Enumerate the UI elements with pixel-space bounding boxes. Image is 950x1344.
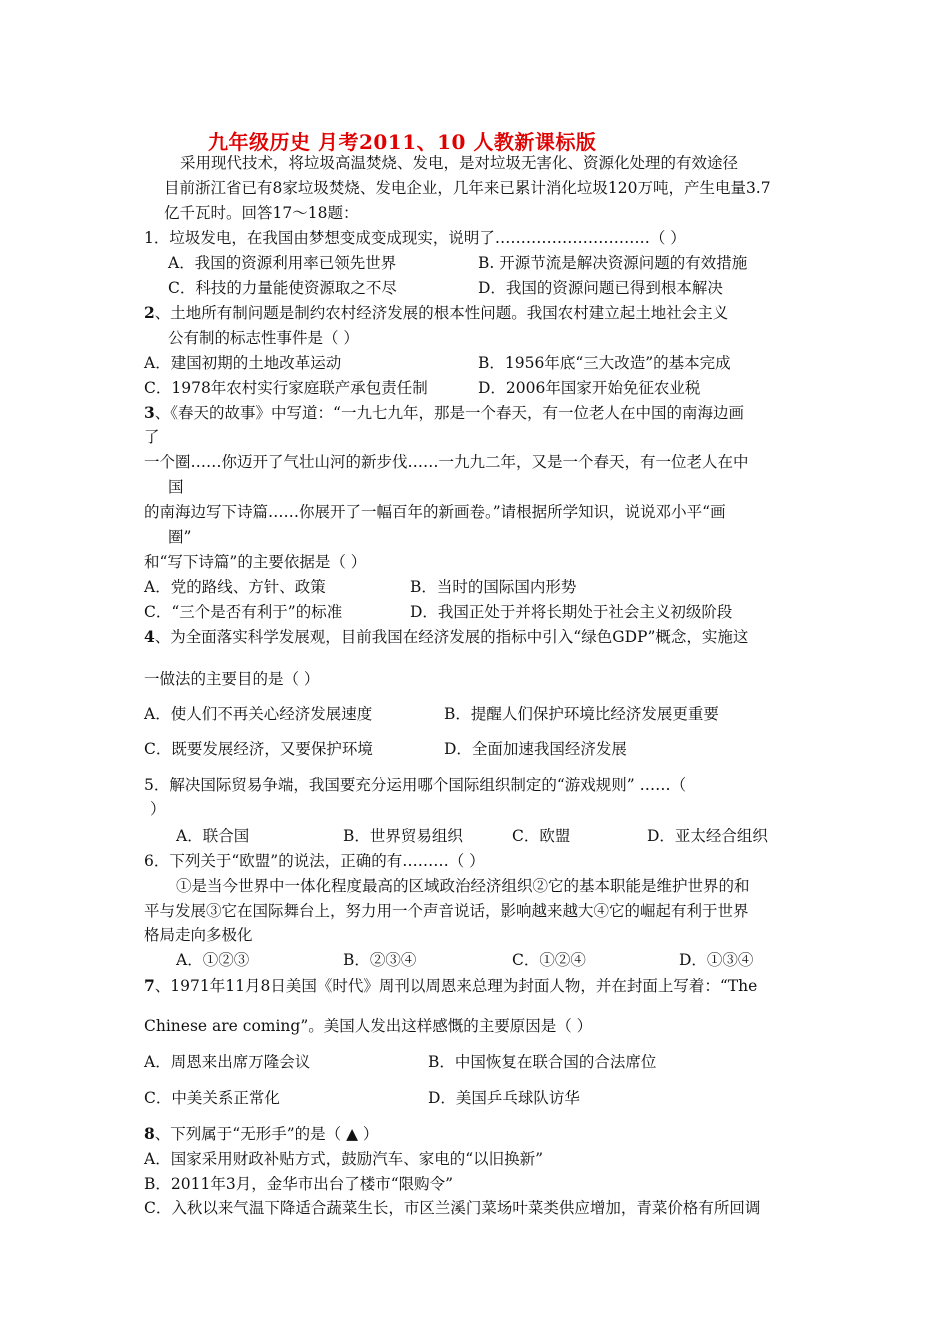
q4-number: 4 xyxy=(144,627,155,646)
q2-option-b: B．1956年底“三大改造”的基本完成 xyxy=(478,354,731,372)
q3-line-5: 的南海边写下诗篇……你展开了一幅百年的新画卷。”请根据所学知识，说说邓小平“画 xyxy=(144,503,726,521)
q6-option-c: C．①②④ xyxy=(512,951,586,969)
q3-line-7: 和“写下诗篇”的主要依据是（ ） xyxy=(144,553,367,571)
q6-option-d: D．①③④ xyxy=(679,951,754,969)
q8-stem xyxy=(144,1124,378,1144)
q8-number: 8 xyxy=(144,1124,155,1143)
q1-option-c: C．科技的力量能使资源取之不尽 xyxy=(168,279,397,297)
q3-line-3: 一个圈……你迈开了气壮山河的新步伐……一九九二年，又是一个春天，有一位老人在中 xyxy=(144,453,749,471)
q7-option-d: D．美国乒乓球队访华 xyxy=(428,1089,580,1107)
q8-option-a: A．国家采用财政补贴方式，鼓励汽车、家电的“以旧换新” xyxy=(144,1150,544,1168)
page-title: 九年级历史 月考2011、10 人教新课标版 xyxy=(208,130,597,154)
q3-option-b: B．当时的国际国内形势 xyxy=(410,578,577,596)
intro-line-3: 亿千瓦时。回答17～18题： xyxy=(164,204,359,222)
q7-option-b: B．中国恢复在联合国的合法席位 xyxy=(428,1053,657,1071)
q3-number: 3 xyxy=(144,403,155,422)
q3-line-4: 国 xyxy=(168,478,184,496)
q8-stem-text: 、下列属于“无形手”的是（ ▲ ） xyxy=(154,1125,379,1143)
q4-line-1-text: 、为全面落实科学发展观，目前我国在经济发展的指标中引入“绿色GDP”概念，实施这 xyxy=(154,628,749,646)
q4-line-1 xyxy=(144,627,748,647)
q3-option-c: C．“三个是否有利于”的标准 xyxy=(144,603,343,621)
q1-option-a: A．我国的资源利用率已领先世界 xyxy=(168,254,397,272)
q2-option-c: C．1978年农村实行家庭联产承包责任制 xyxy=(144,379,428,397)
q3-line-1-text: 、《春天的故事》中写道：“一九七九年，那是一个春天，有一位老人在中国的南海边画 xyxy=(154,404,744,422)
q1-stem: 1．垃圾发电，在我国由梦想变成变成现实，说明了…………………………（ ） xyxy=(144,229,686,247)
q2-number: 2 xyxy=(144,303,155,322)
q5-option-d: D．亚太经合组织 xyxy=(647,827,768,845)
q4-option-c: C．既要发展经济，又要保护环境 xyxy=(144,740,373,758)
intro-line-2: 目前浙江省已有8家垃圾焚烧、发电企业，几年来已累计消化垃圾120万吨，产生电量3.7 xyxy=(164,179,771,197)
intro-line-1: 采用现代技术，将垃圾高温焚烧、发电，是对垃圾无害化、资源化处理的有效途径 xyxy=(180,154,739,172)
q6-line-1: ①是当今世界中一体化程度最高的区域政治经济组织②它的基本职能是维护世界的和 xyxy=(176,877,750,895)
q3-line-2: 了 xyxy=(144,428,160,446)
q7-number: 7 xyxy=(144,976,155,995)
q5-line-2: ） xyxy=(150,800,166,818)
q4-option-b: B．提醒人们保护环境比经济发展更重要 xyxy=(444,705,719,723)
q7-line-1-text: 、1971年11月8日美国《时代》周刊以周恩来总理为封面人物，并在封面上写着：“The xyxy=(154,977,758,995)
q3-line-6: 圈” xyxy=(168,528,192,546)
q5-option-a: A．联合国 xyxy=(176,827,250,845)
q7-line-1 xyxy=(144,976,757,996)
q2-stem-text: 、土地所有制问题是制约农村经济发展的根本性问题。我国农村建立起土地社会主义 xyxy=(154,304,729,322)
q4-option-a: A．使人们不再关心经济发展速度 xyxy=(144,705,373,723)
q6-stem: 6．下列关于“欧盟”的说法，正确的有………（ ） xyxy=(144,852,485,870)
q2-stem-line-1 xyxy=(144,303,728,323)
q6-line-2: 平与发展③它在国际舞台上，努力用一个声音说话，影响越来越大④它的崛起有利于世界 xyxy=(144,902,749,920)
q5-option-b: B．世界贸易组织 xyxy=(343,827,463,845)
q5-line-1: 5．解决国际贸易争端，我国要充分运用哪个国际组织制定的“游戏规则” ……（ xyxy=(144,776,687,794)
q7-line-2: Chinese are coming”。美国人发出这样感慨的主要原因是（ ） xyxy=(144,1017,593,1035)
q6-option-a: A．①②③ xyxy=(176,951,250,969)
q3-option-d: D．我国正处于并将长期处于社会主义初级阶段 xyxy=(410,603,733,621)
q6-option-b: B．②③④ xyxy=(343,951,417,969)
q4-option-d: D．全面加速我国经济发展 xyxy=(444,740,627,758)
q8-option-c: C．入秋以来气温下降适合蔬菜生长，市区兰溪门菜场叶菜类供应增加，青菜价格有所回调 xyxy=(144,1199,761,1217)
q3-option-a: A．党的路线、方针、政策 xyxy=(144,578,326,596)
q1-option-d: D．我国的资源问题已得到根本解决 xyxy=(478,279,723,297)
q6-line-3: 格局走向多极化 xyxy=(144,926,253,944)
q8-option-b: B．2011年3月，金华市出台了楼市“限购令” xyxy=(144,1175,454,1193)
q2-option-a: A．建国初期的土地改革运动 xyxy=(144,354,342,372)
q7-option-a: A．周恩来出席万隆会议 xyxy=(144,1053,311,1071)
q2-stem-line-2: 公有制的标志性事件是（ ） xyxy=(168,329,359,347)
q4-line-2: 一做法的主要目的是（ ） xyxy=(144,670,320,688)
q2-option-d: D．2006年国家开始免征农业税 xyxy=(478,379,701,397)
q3-line-1 xyxy=(144,403,744,423)
q1-option-b: B. 开源节流是解决资源问题的有效措施 xyxy=(478,254,748,272)
q5-option-c: C．欧盟 xyxy=(512,827,571,845)
q7-option-c: C．中美关系正常化 xyxy=(144,1089,280,1107)
